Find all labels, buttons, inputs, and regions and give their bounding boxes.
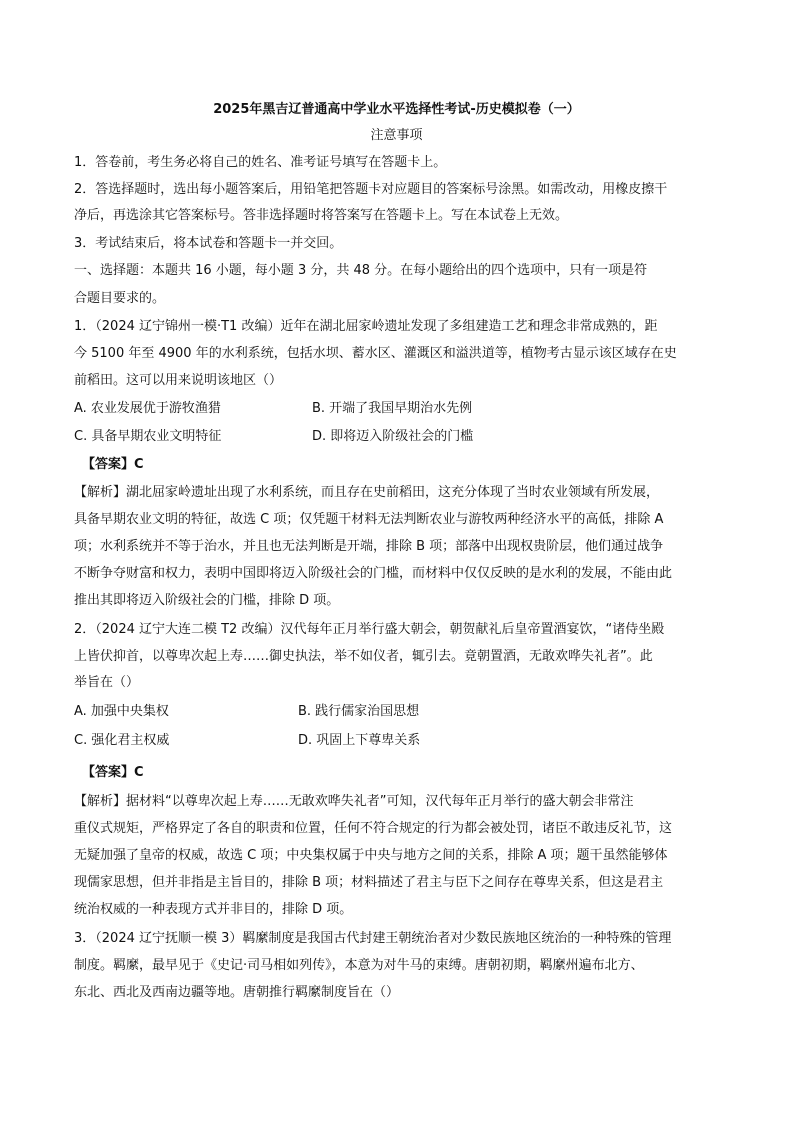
q1-stem-line-3: 前稻田。这可以用来说明该地区（）	[74, 373, 283, 388]
q1-option-b: B. 开端了我国早期治水先例	[312, 401, 473, 416]
q2-option-a: A. 加强中央集权	[74, 704, 169, 719]
q1-option-a: A. 农业发展优于游牧渔猎	[74, 401, 221, 416]
q2-option-b: B. 践行儒家治国思想	[298, 704, 420, 719]
q3-stem-line-3: 东北、西北及西南边疆等地。唐朝推行羁縻制度旨在（）	[74, 985, 400, 1000]
q1-stem-line-2: 今 5100 年至 4900 年的水利系统，包括水坝、蓄水区、灌溉区和溢洪道等，植物考古显示该区域存在史	[74, 346, 677, 361]
q3-stem-line-1: 3．（2024 辽宁抚顺一模 3）羁縻制度是我国古代封建王朝统治者对少数民族地区统治的一种特殊的管理	[74, 931, 672, 946]
q3-stem-line-2: 制度。羁縻，最早见于《史记·司马相如列传》，本意为对牛马的束缚。唐朝初期，羁縻州遍布北方、	[74, 958, 644, 973]
q1-analysis-line-1: 【解析】湖北屈家岭遗址出现了水利系统，而且存在史前稻田，这充分体现了当时农业领域有所发展，	[74, 485, 660, 500]
q2-analysis-line-4: 现儒家思想，但并非指是主旨目的，排除 B 项；材料描述了君主与臣下之间存在尊卑关系，但这是君主	[74, 875, 664, 890]
section-heading-cont: 合题目要求的。	[74, 291, 166, 306]
q1-option-c: C. 具备早期农业文明特征	[74, 429, 222, 444]
q1-analysis-line-3: 项；水利系统并不等于治水，并且也无法判断是开端，排除 B 项；部落中出现权贵阶层，他们通过战争	[74, 539, 664, 554]
note-3: 3．考试结束后，将本试卷和答题卡一并交回。	[74, 236, 343, 251]
q2-analysis-line-1: 【解析】据材料“以尊卑次起上寿……无敢欢哗失礼者”可知，汉代每年正月举行的盛大朝会非常注	[74, 794, 634, 809]
note-1: 1．答卷前，考生务必将自己的姓名、准考证号填写在答题卡上。	[74, 155, 447, 170]
q2-stem-line-2: 上皆伏抑首，以尊卑次起上寿……御史执法，举不如仪者，辄引去。竟朝置酒，无敢欢哗失礼者”。此	[74, 649, 653, 664]
q1-analysis-line-4: 不断争夺财富和权力，表明中国即将迈入阶级社会的门槛，而材料中仅仅反映的是水利的发展，不能由此	[74, 566, 673, 581]
note-2-cont: 净后，再选涂其它答案标号。答非选择题时将答案写在答题卡上。写在本试卷上无效。	[74, 208, 569, 223]
q1-analysis-line-5: 推出其即将迈入阶级社会的门槛，排除 D 项。	[74, 593, 340, 608]
q2-stem-line-3: 举旨在（）	[74, 675, 140, 690]
exam-title: 2025年黑吉辽普通高中学业水平选择性考试-历史模拟卷（一）	[213, 102, 580, 117]
q2-option-d: D. 巩固上下尊卑关系	[298, 733, 421, 748]
q2-analysis-line-2: 重仪式规矩，严格界定了各自的职责和位置，任何不符合规定的行为都会被处罚，诸臣不敢违反礼节，这	[74, 821, 673, 836]
q2-stem-line-1: 2．（2024 辽宁大连二模 T2 改编）汉代每年正月举行盛大朝会，朝贺献礼后皇帝置酒宴饮，“诸侍坐殿	[74, 622, 665, 637]
section-heading: 一、选择题：本题共 16 小题，每小题 3 分，共 48 分。在每小题给出的四个选项中，只有一项是符	[74, 263, 648, 278]
q1-analysis-line-2: 具备早期农业文明的特征，故选 C 项；仅凭题干材料无法判断农业与游牧两种经济水平的高低，排除 A	[74, 512, 664, 527]
note-2: 2．答选择题时，选出每小题答案后，用铅笔把答题卡对应题目的答案标号涂黑。如需改动，用橡皮擦干	[74, 182, 668, 197]
q2-option-c: C. 强化君主权威	[74, 733, 170, 748]
q1-stem-line-1: 1．（2024 辽宁锦州一模·T1 改编）近年在湖北屈家岭遗址发现了多组建造工艺和理念非常成熟的，距	[74, 319, 658, 334]
q1-answer: 【答案】C	[82, 457, 144, 472]
q2-answer: 【答案】C	[82, 765, 144, 780]
q2-analysis-line-5: 统治权威的一种表现方式并非目的，排除 D 项。	[74, 902, 353, 917]
q1-option-d: D. 即将迈入阶级社会的门槛	[312, 429, 474, 444]
q2-analysis-line-3: 无疑加强了皇帝的权威，故选 C 项；中央集权属于中央与地方之间的关系，排除 A 项；题干虽然能够体	[74, 848, 668, 863]
notes-heading: 注意事项	[370, 128, 423, 143]
